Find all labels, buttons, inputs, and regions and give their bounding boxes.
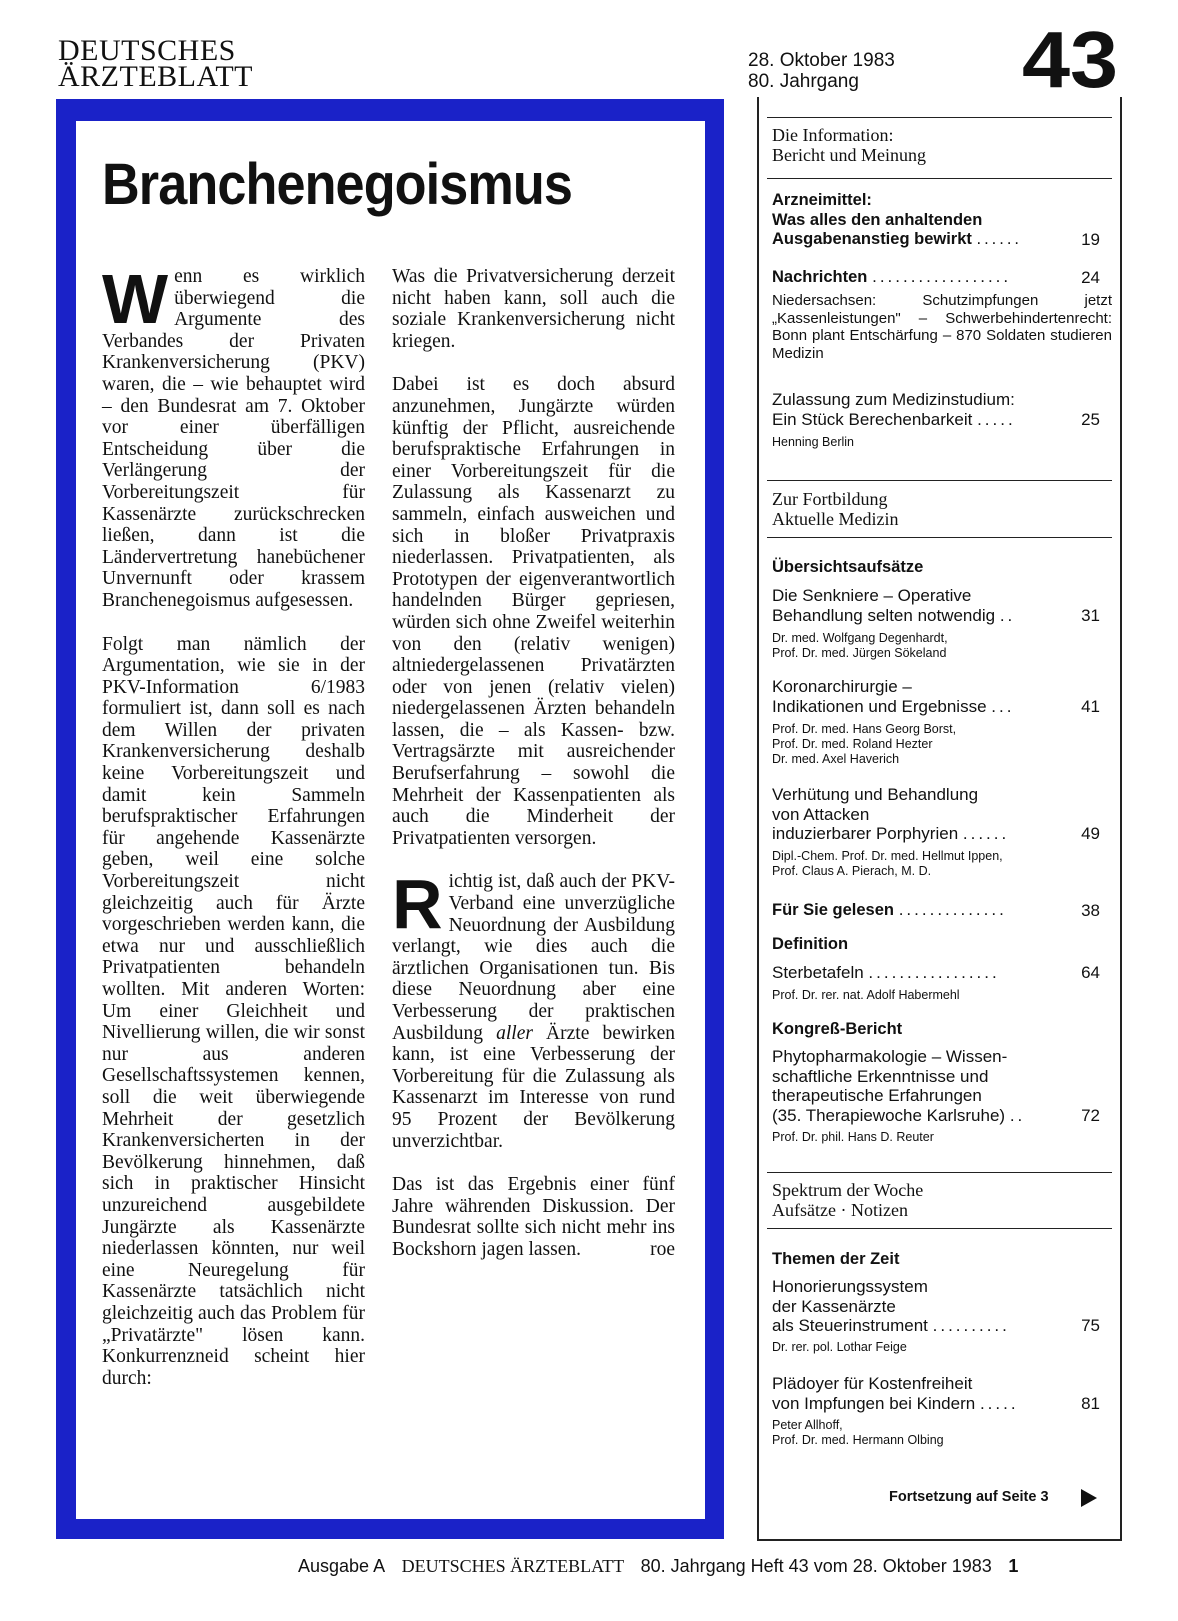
editorial-paragraph: Richtig ist, daß auch der PKV-Verband eine unverzügliche Neuordnung der Ausbildung verlangt, wie dies auch die ärztlichen Organisationen tun. Bis diese Neuordnung aber eine Verbesserung der praktischen Ausbildung aller Ärzte bewirken kann, ist eine Verbesserung der Vorbereitung für die Zulassung als Kassenarzt im Interesse von rund 95 Prozent der Bevölkerung unverzichtbar.: [392, 865, 675, 1152]
page-footer: [298, 1556, 1030, 1577]
author: Dipl.-Chem. Prof. Dr. med. Hellmut Ippen, Prof. Claus A. Pierach, M. D.: [772, 849, 1003, 878]
page-number: 81: [1081, 1393, 1100, 1413]
toc-entry-phytopharmakologie[interactable]: Phytopharmakologie – Wissen- schaftliche Erkenntnisse und therapeutische Erfahrungen (35. Therapiewoche Karlsruhe) .. 72: [772, 1047, 1100, 1125]
author: Dr. rer. pol. Lothar Feige: [772, 1340, 907, 1354]
author: Prof. Dr. phil. Hans D. Reuter: [772, 1130, 934, 1144]
toc-entry-nachrichten[interactable]: Nachrichten .................. 24: [772, 267, 1100, 287]
footer-journal: DEUTSCHES ÄRZTEBLATT: [401, 1556, 625, 1576]
masthead-line-2: ÄRZTEBLATT: [58, 60, 253, 93]
issue-date-block: [748, 50, 895, 92]
category-heading: Übersichtsaufsätze: [772, 558, 924, 576]
editorial-title: Branchenegoismus: [102, 152, 573, 217]
toc-entry-porphyrien[interactable]: Verhütung und Behandlung von Attacken induzierbarer Porphyrien ...... 49: [772, 785, 1100, 843]
divider: [767, 537, 1112, 538]
editorial-paragraph: Was die Privatversicherung derzeit nicht haben kann, soll auch die soziale Krankenversicherung nicht kriegen.: [392, 266, 675, 352]
drop-cap: R: [392, 865, 443, 944]
page-number: 25: [1081, 409, 1100, 429]
category-heading: Themen der Zeit: [772, 1250, 900, 1268]
section-title: Zur Fortbildung Aktuelle Medizin: [772, 489, 899, 529]
author: Dr. med. Wolfgang Degenhardt, Prof. Dr. med. Jürgen Sökeland: [772, 631, 948, 660]
editorial-paragraph: Folgt man nämlich der Argumentation, wie sie in der PKV-Information 6/1983 formuliert ist, dann soll es nach dem Willen der privaten Krankenversicherung deshalb keine Vorbereitungszeit und damit kein Sammeln berufspraktischer Erfahrungen für angehende Kassenärzte geben, weil eine solche Vorbereitungszeit nicht gleichzeitig auch für Ärzte vorgeschrieben werden kann, die etwa nur und ausschließlich Privatpatienten behandeln wollten. Mit anderen Worten: Um einer Gleichheit und Nivellierung willen, die wir sonst nur aus anderen Gesellschaftssystemen kennen, soll die weit überwiegende Mehrheit der gesetzlich Krankenversicherten in der Bevölkerung hinnehmen, daß sich in praktischer Hinsicht unzureichend ausgebildete Jungärzte als Kassenärzte niederlassen könnten, nur weil eine Neuregelung für Kassenärzte tatsächlich nicht gleichzeitig auch das Problem für „Privatärzte" lösen kann. Konkurrenzneid scheint hier durch:: [102, 633, 365, 1389]
divider: [767, 1172, 1112, 1173]
page-number: 72: [1081, 1105, 1100, 1125]
editorial-column-left: [102, 260, 365, 1411]
divider: [767, 480, 1112, 481]
triangle-right-icon: [1081, 1489, 1097, 1507]
category-heading: Definition: [772, 935, 849, 953]
editorial-paragraph: Das ist das Ergebnis einer fünf Jahre währenden Diskussion. Der Bundesrat sollte sich nicht mehr ins Bockshorn jagen lassen. roe: [392, 1174, 675, 1260]
toc-entry-senkniere[interactable]: Die Senkniere – Operative Behandlung selten notwendig .. 31: [772, 586, 1100, 625]
toc-entry-sterbetafeln[interactable]: Sterbetafeln ................. 64: [772, 963, 1100, 982]
divider: [767, 1228, 1112, 1229]
footer-page-number: 1: [1008, 1556, 1019, 1576]
toc-entry-arzneimittel[interactable]: Arzneimittel: Was alles den anhaltenden Ausgabenanstieg bewirkt ...... 19: [772, 191, 1100, 249]
author: Prof. Dr. rer. nat. Adolf Habermehl: [772, 988, 960, 1002]
issue-volume: 80. Jahrgang: [748, 71, 859, 92]
toc-entry-fuer-sie-gelesen[interactable]: Für Sie gelesen .............. 38: [772, 900, 1100, 920]
section-title: Spektrum der Woche Aufsätze · Notizen: [772, 1180, 924, 1220]
toc-entry-plaedoyer[interactable]: Plädoyer für Kostenfreiheit von Impfungen bei Kindern ..... 81: [772, 1374, 1100, 1413]
divider: [767, 178, 1112, 179]
toc-entry-honorierungssystem[interactable]: Honorierungssystem der Kassenärzte als Steuerinstrument .......... 75: [772, 1277, 1100, 1335]
divider: [767, 117, 1112, 118]
issue-number: 43: [1022, 15, 1119, 104]
toc-entry-koronarchirurgie[interactable]: Koronarchirurgie – Indikationen und Ergebnisse ... 41: [772, 677, 1100, 716]
masthead: [58, 34, 253, 93]
page-number: 49: [1081, 824, 1100, 843]
author: Peter Allhoff, Prof. Dr. med. Hermann Olbing: [772, 1418, 944, 1447]
category-heading: Kongreß-Bericht: [772, 1020, 903, 1038]
toc-entry-zulassung[interactable]: Zulassung zum Medizinstudium: Ein Stück Berechenbarkeit ..... 25: [772, 390, 1100, 429]
editorial-column-right: [392, 266, 675, 1283]
editorial-box: [76, 121, 705, 1519]
page-number: 31: [1081, 605, 1100, 625]
section-title: Die Information: Bericht und Meinung: [772, 125, 926, 165]
emphasis: aller: [496, 1022, 533, 1044]
footer-edition: Ausgabe A: [298, 1556, 386, 1576]
nachrichten-blurb: Niedersachsen: Schutzimpfungen jetzt „Kassenleistungen" – Schwerbehindertenrecht: Bonn plant Entschärfung – 870 Soldaten studieren Medizin: [772, 292, 1112, 362]
author: Prof. Dr. med. Hans Georg Borst, Prof. Dr. med. Roland Hezter Dr. med. Axel Haverich: [772, 722, 957, 766]
drop-cap: W: [102, 260, 169, 338]
page-number: 38: [1081, 901, 1100, 920]
masthead-line-1: DEUTSCHES: [58, 34, 236, 67]
editorial-frame: [56, 99, 724, 1539]
editorial-paragraph: Dabei ist es doch absurd anzunehmen, Jungärzte würden künftig der Pflicht, ausreichende berufspraktische Erfahrungen in einer Vorbereitungszeit für die Zulassung als Kassenarzt zu sammeln, einfach ausweichen und sich in bloßer Privatpraxis niederlassen. Privatpatienten, als Prototypen der eigenverantwortlich handelnden Bürger gepriesen, würden sich ohne Zweifel weiterhin von den (relativ wenigen) altniedergelassenen Privatärzten oder von jenen (relativ vielen) niedergelassenen Ärzten behandeln lassen, die – als Kassen- bzw. Vertragsärzte mit ausreichender Berufserfahrung – sowohl die Mehrheit der Kassenpatienten als auch die Minderheit der Privatpatienten versorgen.: [392, 374, 675, 849]
continued-link[interactable]: Fortsetzung auf Seite 3: [889, 1489, 1049, 1505]
page-number: 41: [1081, 696, 1100, 716]
table-of-contents: [757, 97, 1122, 1541]
page-number: 24: [1081, 268, 1100, 287]
issue-date: 28. Oktober 1983: [748, 50, 895, 71]
author-signature: roe: [650, 1238, 675, 1260]
page-number: 64: [1081, 963, 1100, 982]
page-number: 19: [1081, 230, 1100, 249]
editorial-paragraph: Wenn es wirklich überwiegend die Argumente des Verbandes der Privaten Krankenversicherung (PKV) waren, die – wie behauptet wird – den Bundesrat am 7. Oktober vor einer überfälligen Entscheidung über die Verlängerung der Vorbereitungszeit für Kassenärzte zurückschrecken ließen, dann ist die Ländervertretung hanebüchener Unvernunft oder krassem Branchenegoismus aufgesessen.: [102, 260, 365, 611]
author: Henning Berlin: [772, 435, 854, 449]
page-number: 75: [1081, 1316, 1100, 1335]
footer-issue: 80. Jahrgang Heft 43 vom 28. Oktober 1983: [640, 1556, 992, 1576]
